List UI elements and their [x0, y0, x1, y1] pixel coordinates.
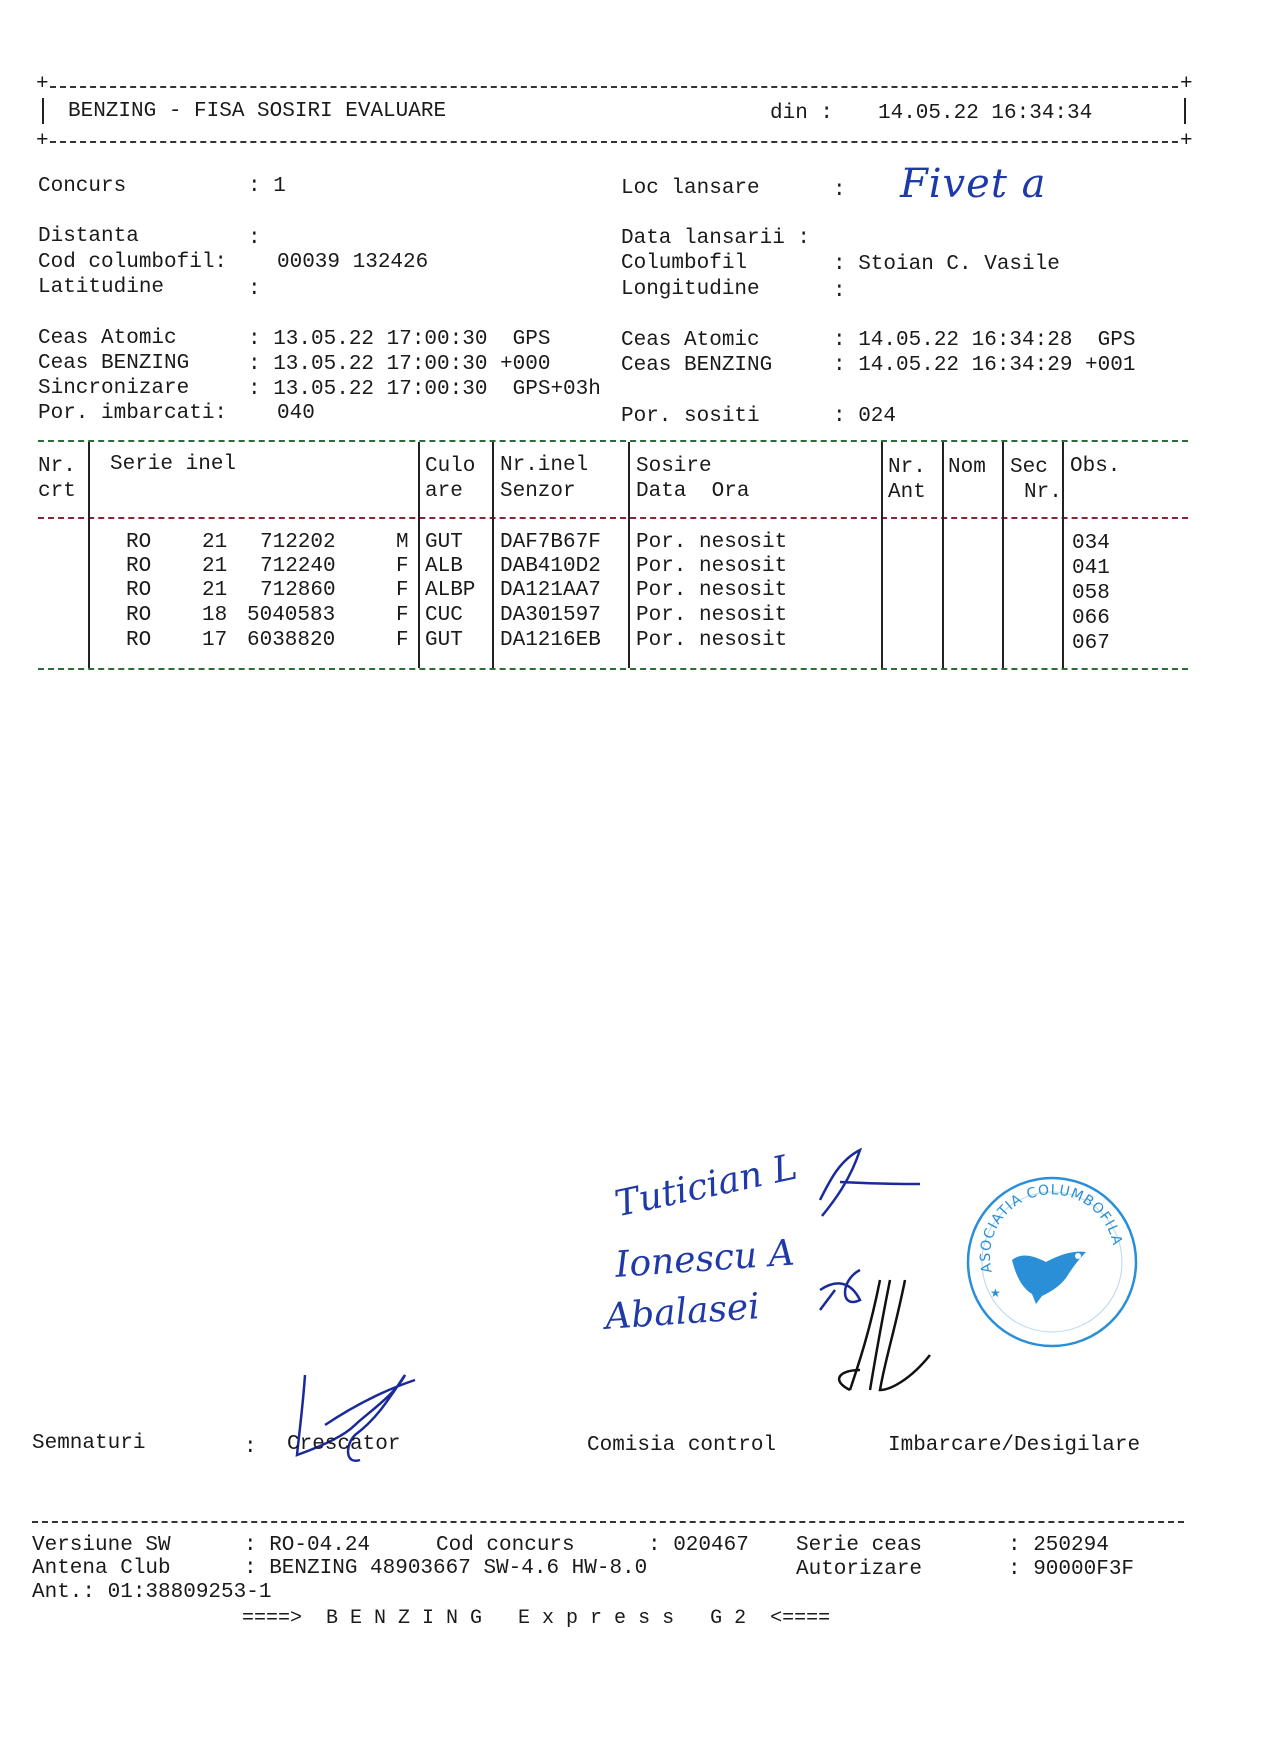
cell-nr: 6038820 — [247, 629, 336, 652]
cell-tara: RO — [126, 555, 152, 578]
th-nr-ant-2: Ant — [888, 481, 926, 504]
loc-lansare-label: Loc lansare — [621, 177, 760, 200]
cell-obs: 066 — [1072, 607, 1110, 630]
autorizare-label: Autorizare — [796, 1558, 923, 1581]
versiune-sw-value: : RO-04.24 — [244, 1534, 371, 1557]
versiune-sw-label: Versiune SW — [32, 1534, 171, 1557]
cell-culoare: GUT — [425, 531, 463, 554]
col-sep-8 — [1062, 442, 1064, 668]
header-corner-tl: + — [36, 73, 49, 96]
semnaturi-colon: : — [244, 1436, 257, 1459]
star-icon: ★ — [990, 1286, 1001, 1300]
col-sep-7 — [1002, 442, 1004, 668]
por-sositi-value: : 024 — [833, 405, 897, 428]
cell-an: 21 — [202, 579, 228, 602]
cell-tara: RO — [126, 579, 152, 602]
distanta-label: Distanta — [38, 225, 139, 248]
col-sep-4 — [628, 442, 630, 668]
cell-culoare: CUC — [425, 604, 463, 627]
crescator-label: Crescator — [287, 1433, 401, 1456]
footer-rule — [32, 1521, 1184, 1523]
cod-columbofil-value: 00039 132426 — [277, 251, 429, 274]
crescator-signature — [285, 1365, 425, 1475]
cell-culoare: GUT — [425, 629, 463, 652]
por-sositi-label: Por. sositi — [621, 405, 760, 428]
cell-an: 17 — [202, 629, 228, 652]
benzing-banner: ====> B E N Z I N G E x p r e s s G 2 <==== — [242, 1607, 831, 1630]
por-imbarcati-value: 040 — [277, 402, 315, 425]
handwritten-name-1: Tutician L — [611, 1146, 801, 1226]
table-bottom-rule — [38, 668, 1188, 670]
longitudine-label: Longitudine — [621, 278, 760, 301]
cell-culoare: ALB — [425, 555, 463, 578]
col-sep-1 — [88, 442, 90, 668]
cell-nr: 712240 — [260, 555, 336, 578]
table-top-rule — [38, 440, 1188, 442]
th-nr-inel-2: Senzor — [500, 480, 576, 503]
cell-obs: 034 — [1072, 532, 1110, 555]
th-obs: Obs. — [1070, 455, 1121, 478]
cod-columbofil-label: Cod columbofil: — [38, 251, 228, 274]
cell-senzor: DA121AA7 — [500, 579, 601, 602]
header-din-label: din : — [770, 102, 834, 125]
header-left-border — [42, 98, 44, 124]
col-sep-6 — [942, 442, 944, 668]
loc-lansare-colon: : — [833, 179, 846, 202]
stamp-text: ASOCIATIA COLUMBOFILA — [977, 1182, 1126, 1275]
concurs-value: : 1 — [248, 175, 286, 198]
cell-sex: F — [396, 604, 409, 627]
handwritten-name-2: Ionescu A — [613, 1232, 796, 1286]
cell-an: 21 — [202, 531, 228, 554]
concurs-label: Concurs — [38, 175, 127, 198]
handwritten-name-3: Abalasei — [603, 1286, 762, 1338]
cell-sex: F — [396, 579, 409, 602]
header-corner-br: + — [1180, 130, 1193, 153]
header-corner-tr: + — [1180, 73, 1193, 96]
header-title: BENZING - FISA SOSIRI EVALUARE — [68, 100, 447, 123]
cell-sosire: Por. nesosit — [636, 629, 788, 652]
cell-tara: RO — [126, 604, 152, 627]
serie-ceas-value: : 250294 — [1008, 1534, 1109, 1557]
th-sec-nr-2: Nr. — [1024, 481, 1062, 504]
header-right-border — [1184, 98, 1186, 124]
th-culoare-1: Culo — [425, 455, 476, 478]
table-header-rule — [38, 517, 1188, 519]
header-corner-bl: + — [36, 130, 49, 153]
th-nom: Nom — [948, 456, 986, 479]
left-ceas-benzing-value: : 13.05.22 17:00:30 +000 — [248, 353, 551, 376]
right-ceas-benzing-label: Ceas BENZING — [621, 354, 773, 377]
antena-club-value: : BENZING 48903667 SW-4.6 HW-8.0 — [244, 1557, 648, 1580]
cell-sosire: Por. nesosit — [636, 604, 788, 627]
ant-line: Ant.: 01:38809253-1 — [32, 1581, 272, 1604]
left-ceas-benzing-label: Ceas BENZING — [38, 352, 190, 375]
cell-sex: F — [396, 555, 409, 578]
autorizare-value: : 90000F3F — [1008, 1558, 1135, 1581]
cell-senzor: DA1216EB — [500, 629, 601, 652]
cell-sex: M — [396, 531, 409, 554]
cell-nr: 712202 — [260, 531, 336, 554]
cell-obs: 058 — [1072, 582, 1110, 605]
right-ceas-benzing-value: : 14.05.22 16:34:29 +001 — [833, 354, 1136, 377]
columbofil-value: : Stoian C. Vasile — [833, 253, 1060, 276]
th-serie-inel: Serie inel — [110, 453, 237, 476]
header-top-border — [50, 86, 1178, 88]
th-nr-ant-1: Nr. — [888, 456, 926, 479]
right-ceas-atomic-value: : 14.05.22 16:34:28 GPS — [833, 329, 1136, 352]
cell-tara: RO — [126, 629, 152, 652]
pigeon-icon — [1012, 1252, 1086, 1304]
latitudine-label: Latitudine — [38, 276, 165, 299]
cell-an: 21 — [202, 555, 228, 578]
th-sosire-2: Data Ora — [636, 480, 750, 503]
stamp-graphic — [962, 1172, 1142, 1352]
longitudine-value: : — [833, 280, 846, 303]
cell-nr: 712860 — [260, 579, 336, 602]
left-ceas-atomic-label: Ceas Atomic — [38, 327, 177, 350]
th-sec-nr-1: Sec — [1010, 456, 1048, 479]
cell-sosire: Por. nesosit — [636, 579, 788, 602]
loc-lansare-handwritten: Fivet a — [900, 161, 1047, 207]
latitudine-value: : — [248, 278, 261, 301]
cell-culoare: ALBP — [425, 579, 476, 602]
cell-sosire: Por. nesosit — [636, 555, 788, 578]
cell-senzor: DAF7B67F — [500, 531, 601, 554]
right-ceas-atomic-label: Ceas Atomic — [621, 329, 760, 352]
cell-sex: F — [396, 629, 409, 652]
header-bottom-border — [50, 141, 1178, 143]
semnaturi-label: Semnaturi — [32, 1432, 146, 1455]
data-lansarii-label: Data lansarii : — [621, 227, 811, 250]
cell-obs: 067 — [1072, 632, 1110, 655]
col-sep-3 — [492, 442, 494, 668]
cell-an: 18 — [202, 604, 228, 627]
serie-ceas-label: Serie ceas — [796, 1534, 923, 1557]
cod-concurs-label: Cod concurs — [436, 1534, 575, 1557]
th-nr-crt-1: Nr. — [38, 455, 76, 478]
imbarcare-label: Imbarcare/Desigilare — [888, 1434, 1141, 1457]
th-culoare-2: are — [425, 480, 463, 503]
th-nr-crt-2: crt — [38, 480, 76, 503]
antena-club-label: Antena Club — [32, 1557, 171, 1580]
cell-tara: RO — [126, 531, 152, 554]
sincronizare-value: : 13.05.22 17:00:30 GPS+03h — [248, 378, 601, 401]
sincronizare-label: Sincronizare — [38, 377, 190, 400]
cell-sosire: Por. nesosit — [636, 531, 788, 554]
cell-nr: 5040583 — [247, 604, 336, 627]
th-nr-inel-1: Nr.inel — [500, 454, 589, 477]
cell-senzor: DAB410D2 — [500, 555, 601, 578]
header-din-value: 14.05.22 16:34:34 — [878, 102, 1093, 125]
col-sep-5 — [881, 442, 883, 668]
distanta-value: : — [248, 227, 261, 250]
columbofil-label: Columbofil — [621, 252, 748, 275]
left-ceas-atomic-value: : 13.05.22 17:00:30 GPS — [248, 328, 551, 351]
cod-concurs-value: : 020467 — [648, 1534, 749, 1557]
cell-obs: 041 — [1072, 557, 1110, 580]
cell-senzor: DA301597 — [500, 604, 601, 627]
th-sosire-1: Sosire — [636, 455, 712, 478]
col-sep-2 — [418, 442, 420, 668]
por-imbarcati-label: Por. imbarcati: — [38, 402, 228, 425]
comisia-label: Comisia control — [587, 1434, 777, 1457]
